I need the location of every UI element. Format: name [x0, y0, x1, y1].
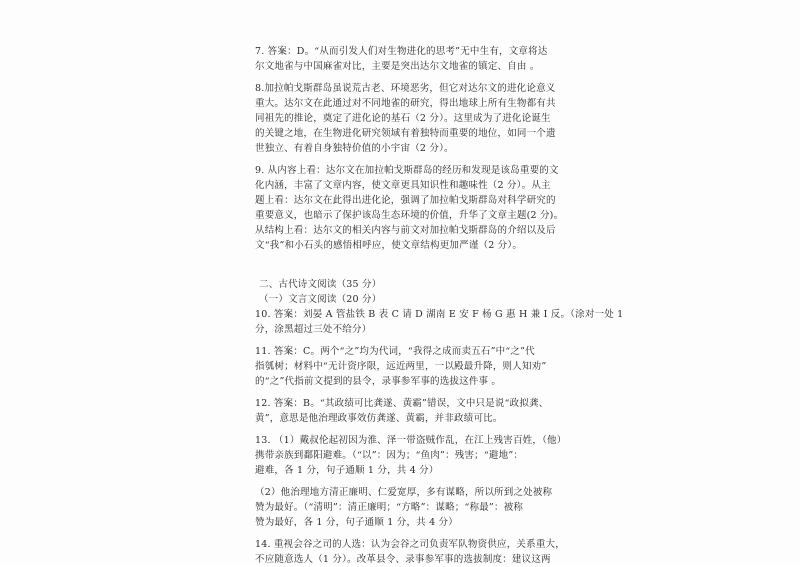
text-line: 10. 答案：刘晏 A 管盐铁 B 表 C 请 D 湖南 E 安 F 杨 G 惠 H 兼 I 反。（涂对一处 1	[255, 309, 624, 320]
subsection-title: （一）文言文阅读（20 分）	[259, 294, 382, 305]
text-line: 同祖先的推论，奠定了进化论的基石（2 分）。这里成为了进化论诞生	[255, 113, 551, 124]
text-line: 分，涂黑超过三处不给分）	[255, 324, 372, 335]
text-line: 赞为最好。（“清明”：清正廉明；“方略”：谋略；“称最”：被称	[255, 502, 524, 513]
text-line: 从结构上看：达尔文的相关内容与前文对加拉帕戈斯群岛的介绍以及后	[255, 225, 556, 236]
text-line: 文“我”和小石头的感悟相呼应，使文章结构更加严谨（2 分）。	[255, 240, 523, 251]
text-line: 11. 答案：C。两个“之”均为代词，“我得之成而卖五石”中“之”代	[255, 346, 535, 357]
text-line: 黄”，意思是他治理政事效仿龚遂、黄霸，并非政绩可比。	[255, 413, 503, 424]
answer-9	[255, 163, 564, 253]
text-line: 12. 答案：B。“其政绩可比龚遂、黄霸”错误，文中只是说“政拟龚、	[255, 398, 549, 409]
text-line: 13. （1）戴叔伦起初因为淮、泽一带盗贼作乱，在江上残害百姓，（他）	[255, 435, 567, 446]
text-line: 携带亲族到鄱阳避难。（“以”：因为；“鱼肉”：残害；“避地”：	[255, 450, 524, 461]
text-line: 的“之”代指前文提到的县令，录事参军事的选拔这件事 。	[255, 376, 502, 387]
text-line: 重要意义，也暗示了保护该岛生态环境的价值，升华了文章主题(2 分)。	[255, 210, 564, 221]
answer-14	[255, 537, 565, 567]
text-line: 重大。达尔文在此通过对不同地雀的研究，得出地球上所有生物都有共	[255, 98, 556, 109]
text-line: 不应随意选人（1 分）。改革县令、录事参军事的选拔制度：建议这两	[255, 554, 551, 565]
text-line: 化内涵，丰富了文章内容，使文章更具知识性和趣味性（2 分）。从主	[255, 180, 551, 191]
text-line: 指瓠树；材料中“无计资序限，远近两里，一以殿最升降，则人知劝”	[255, 361, 547, 372]
answer-12	[255, 396, 555, 426]
text-line: （2）他治理地方清正廉明、仁爱宽厚，多有谋略，所以所到之处被称	[255, 487, 553, 498]
text-line: 14. 重视会谷之司的人选：认为会谷之司负责军队物资供应，关系重大，	[255, 539, 565, 550]
text-line: 9. 从内容上看：达尔文在加拉帕戈斯群岛的经历和发现是该岛重要的文	[255, 165, 559, 176]
text-line: 的关键之地，在生物进化研究领域有着独特而重要的地位，如同一个遗	[255, 128, 556, 139]
text-line: 赞为最好，各 1 分，句子通顺 1 分，共 4 分）	[255, 517, 458, 528]
text-line: 8.加拉帕戈斯群岛虽说荒古老、环境恶劣，但它对达尔文的进化论意义	[255, 83, 556, 94]
text-line: 世独立、有着自身独特价值的小宇宙（2 分）。	[255, 143, 454, 154]
answer-10	[255, 307, 624, 337]
section-title: 二、古代诗文阅读（35 分）	[259, 279, 382, 290]
text-line: 尔文地雀与中国麻雀对比，主要是突出达尔文地雀的镇定、自由 。	[255, 61, 540, 72]
text-line: 避难，各 1 分，句子通顺 1 分，共 4 分）	[255, 465, 439, 476]
answer-11	[255, 344, 555, 389]
document-body	[255, 44, 624, 567]
text-line: 7. 答案：D。“从而引发人们对生物进化的思考”无中生有，文章将达	[255, 46, 548, 57]
answer-8	[255, 81, 555, 156]
answer-13-part-1	[255, 433, 567, 478]
answer-13-part-2	[255, 485, 555, 530]
answer-7	[255, 44, 555, 74]
text-line: 题上看：达尔文在此得出进化论，强调了加拉帕戈斯群岛对科学研究的	[255, 195, 556, 206]
